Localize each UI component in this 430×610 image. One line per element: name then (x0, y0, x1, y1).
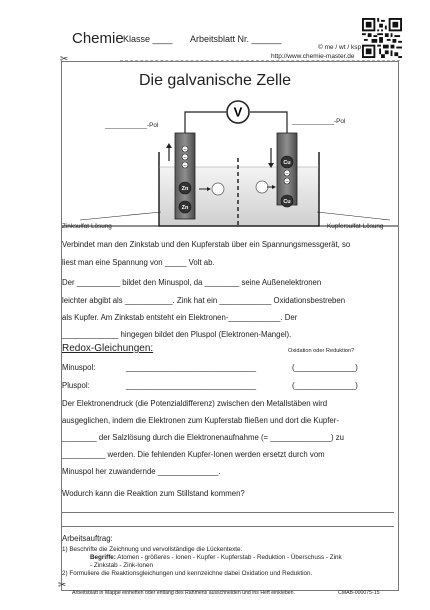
pluspol-paren: (______________) (292, 381, 358, 390)
svg-text:–: – (285, 178, 289, 185)
left-pole-label: ____________-Pol (105, 122, 159, 129)
text-p3-line5: Minuspol her zuwandernde ______________. (62, 467, 221, 476)
text-p2-line1: Der __________ bildet den Minuspol, da ________ seine Außenelektronen (62, 278, 322, 287)
minuspol-label: Minuspol: (62, 363, 96, 372)
scissors-icon: ✂ (60, 54, 69, 65)
minuspol-paren: (______________) (292, 363, 358, 372)
text-p3-line4: __________ werden. Die fehlenden Kupfer-Ionen werden ersetzt durch vom (62, 450, 325, 459)
klasse-field: Klasse ____ (123, 34, 173, 44)
pluspol-label: Pluspol: (62, 381, 90, 390)
right-pole-label: ____________-Pol (292, 118, 346, 125)
qr-code-icon (362, 18, 402, 58)
copyright: © me / wt / ksp (318, 44, 362, 51)
question: Wodurch kann die Reaktion zum Stillstand kommen? (62, 489, 245, 498)
answer-line (62, 512, 394, 513)
redox-heading: Redox-Gleichungen: (62, 343, 154, 354)
header-rule (120, 60, 400, 61)
text-p2-line4: _____________ hingegen bildet den Pluspol (Elektronen-Mangel). (62, 330, 292, 339)
left-solution-label: Zinksulfat-Lösung (62, 223, 112, 230)
task-1: 1) Beschrifte die Zeichnung und vervollständige die Lückentexte. (62, 546, 243, 553)
begriffe-label: Begriffe: (90, 554, 116, 561)
svg-text:–: – (183, 162, 187, 169)
text-p3-line2: ausgeglichen, indem die Elektronen zum Kupferstab fließen und dort die Kupfer- (62, 416, 339, 425)
galvanic-cell-diagram (60, 92, 400, 232)
text-p2-line3: als Kupfer. Am Zinkstab entsteht ein Elektronen-____________. Der (62, 313, 298, 322)
footer-note: Arbeitsblatt in Mappe einheften oder entlang des Rahmens ausschneiden und ins Heft einkleben. (72, 590, 295, 596)
task-heading: Arbeitsauftrag: (62, 534, 113, 543)
text-p2-line2: leichter abgibt als ___________. Zink hat ein ____________ Oxidationsbestreben (62, 296, 346, 305)
svg-text:Zn: Zn (181, 205, 189, 211)
svg-text:Zn: Zn (181, 186, 189, 192)
text-p3-line3: ________ der Salzlösung durch die Elektronenaufnahme (= ______________) zu (62, 433, 344, 442)
svg-text:Cu: Cu (283, 199, 291, 205)
minuspol-line: ______________________________ (126, 363, 257, 372)
document-code: CMAB-000075-15 (338, 590, 380, 596)
svg-text:–: – (285, 170, 289, 177)
ox-red-hint: Oxidation oder Reduktion? (288, 348, 355, 354)
answer-line (62, 526, 394, 527)
page-title: Die galvanische Zelle (138, 72, 292, 89)
task-1-begriffe (90, 554, 342, 561)
subject-title: Chemie (72, 30, 124, 47)
arbeitsblatt-field: Arbeitsblatt Nr. ______ (190, 34, 282, 44)
text-p1-line1: Verbindet man den Zinkstab und den Kupferstab über ein Spannungsmessgerät, so (62, 240, 351, 249)
task-1-begriffe-cont: - Zinkstab - Zink-Ionen (90, 562, 153, 569)
voltmeter-label: V (233, 104, 243, 120)
url: http://www.chemie-master.de (271, 53, 355, 60)
text-p3-line1: Der Elektronendruck (die Potenzialdifferenz) zwischen den Metallstäben wird (62, 399, 328, 408)
svg-text:–: – (183, 154, 187, 161)
right-solution-label: Kupfersulfat-Lösung (327, 223, 384, 230)
svg-text:–: – (183, 146, 187, 153)
begriffe-list: Atomen - größeres - Ionen - Kupfer - Kupferstab - Reduktion - Überschuss - Zink (117, 554, 342, 561)
task-2: 2) Formuliere die Reaktionsgleichungen und kennzeichne dabei Oxidation und Reduktion. (62, 570, 313, 577)
text-p1-line2: liest man eine Spannung von _____ Volt ab. (62, 258, 215, 267)
svg-text:Cu: Cu (283, 160, 291, 166)
pluspol-line: ______________________________ (126, 381, 257, 390)
scissors-icon: ✂ (58, 580, 67, 591)
